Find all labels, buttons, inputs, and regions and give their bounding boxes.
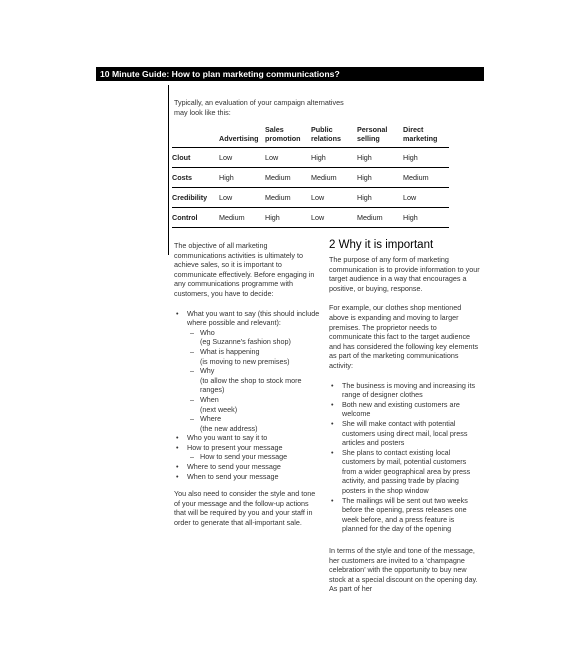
table-cell: High [357, 168, 403, 188]
table-cell: Medium [357, 208, 403, 228]
row-label: Credibility [172, 188, 219, 208]
table-header-row [172, 125, 449, 148]
table-cell: Low [265, 148, 311, 168]
list-item: • When to send your message [174, 472, 320, 482]
list-item: • Where to send your message [174, 462, 320, 472]
list-item: • Both new and existing customers are welcome [329, 400, 481, 419]
table-cell: High [403, 148, 449, 168]
right-column [329, 239, 481, 594]
table-row [172, 168, 449, 188]
style-tone-paragraph: You also need to consider the style and tone of your message and the follow-up actions that will be required by you and your staff in order to generate that all-important sale. [174, 489, 316, 528]
decision-list [174, 309, 320, 482]
list-item: (the new address) [200, 423, 258, 433]
list-item: • What you want to say (this should include where possible and relevant): [174, 309, 320, 328]
example-paragraph: For example, our clothes shop mentioned above is expanding and moving to larger premises. The proprietor needs to communicate this fact to the target audience and has considered the following key elements as part of the marketing communications activity: [329, 303, 479, 370]
list-item: – Why [174, 366, 320, 376]
table-cell: Medium [265, 188, 311, 208]
section-heading: 2 Why it is important [329, 239, 434, 251]
purpose-paragraph: The purpose of any form of marketing communication is to provide information to your target audience in a way that encourages a positive, or buying, response. [329, 255, 480, 293]
table-cell: High [403, 208, 449, 228]
table-cell: Medium [403, 168, 449, 188]
style-paragraph: In terms of the style and tone of the message, her customers are invited to a ‘champagne celebration’ with the opportunity to buy new stock at a special discount on the opening day. As part of her [329, 546, 478, 594]
table-header-cell: Advertising [219, 125, 265, 148]
row-label: Control [172, 208, 219, 228]
table-cell: Medium [265, 168, 311, 188]
table-header-cell: Direct marketing [403, 125, 449, 148]
left-column [174, 241, 320, 528]
key-elements-list [329, 381, 481, 535]
list-item: – Where [174, 414, 320, 424]
table-cell: Low [219, 148, 265, 168]
table-cell: Low [311, 208, 357, 228]
table-header-cell: Public relations [311, 125, 357, 148]
table-cell: High [219, 168, 265, 188]
row-label: Costs [172, 168, 219, 188]
table-row [172, 148, 449, 168]
table-cell: High [357, 188, 403, 208]
objective-paragraph: The objective of all marketing communications activities is ultimately to achieve sales, so it is important to communicate effectively. Before engaging in any communications programme with customers, you have to decide: [174, 241, 315, 298]
list-item: • She will make contact with potential customers using direct mail, local press articles and posters [329, 419, 481, 448]
table-cell: Low [403, 188, 449, 208]
table-header-cell [172, 125, 219, 148]
table-cell: High [311, 148, 357, 168]
list-item: – What is happening [174, 347, 320, 357]
list-item: • How to present your message [174, 443, 320, 453]
table-row [172, 188, 449, 208]
table-cell: Medium [311, 168, 357, 188]
table-cell: High [357, 148, 403, 168]
column-divider [168, 85, 169, 255]
list-item: (is moving to new premises) [200, 356, 290, 366]
list-item: – Who [174, 328, 320, 338]
table-cell: Low [219, 188, 265, 208]
table-row [172, 208, 449, 228]
intro-text: Typically, an evaluation of your campaign alternatives may look like this: [174, 98, 344, 117]
list-item: – When [174, 395, 320, 405]
list-item: (eg Suzanne's fashion shop) [200, 337, 291, 347]
evaluation-table [172, 125, 449, 228]
list-item: (to allow the shop to stock more ranges) [200, 375, 302, 395]
list-item: (next week) [200, 404, 238, 414]
table-header-cell: Personal selling [357, 125, 403, 148]
table-header-cell: Sales promotion [265, 125, 311, 148]
guide-title-bar: 10 Minute Guide: How to plan marketing communications? [96, 67, 484, 81]
list-item: • Who you want to say it to [174, 433, 320, 443]
row-label: Clout [172, 148, 219, 168]
table-cell: High [265, 208, 311, 228]
table-cell: Low [311, 188, 357, 208]
list-item: • She plans to contact existing local customers by mail, potential customers from a wider geographical area by press activity, and passing trade by placing posters in the shop window [329, 448, 481, 496]
list-item: • The mailings will be sent out two weeks before the opening, press releases one week before, and a press feature is planned for the day of the opening [329, 496, 481, 534]
list-item: • The business is moving and increasing its range of designer clothes [329, 381, 481, 400]
list-item: – How to send your message [174, 452, 320, 462]
table-cell: Medium [219, 208, 265, 228]
